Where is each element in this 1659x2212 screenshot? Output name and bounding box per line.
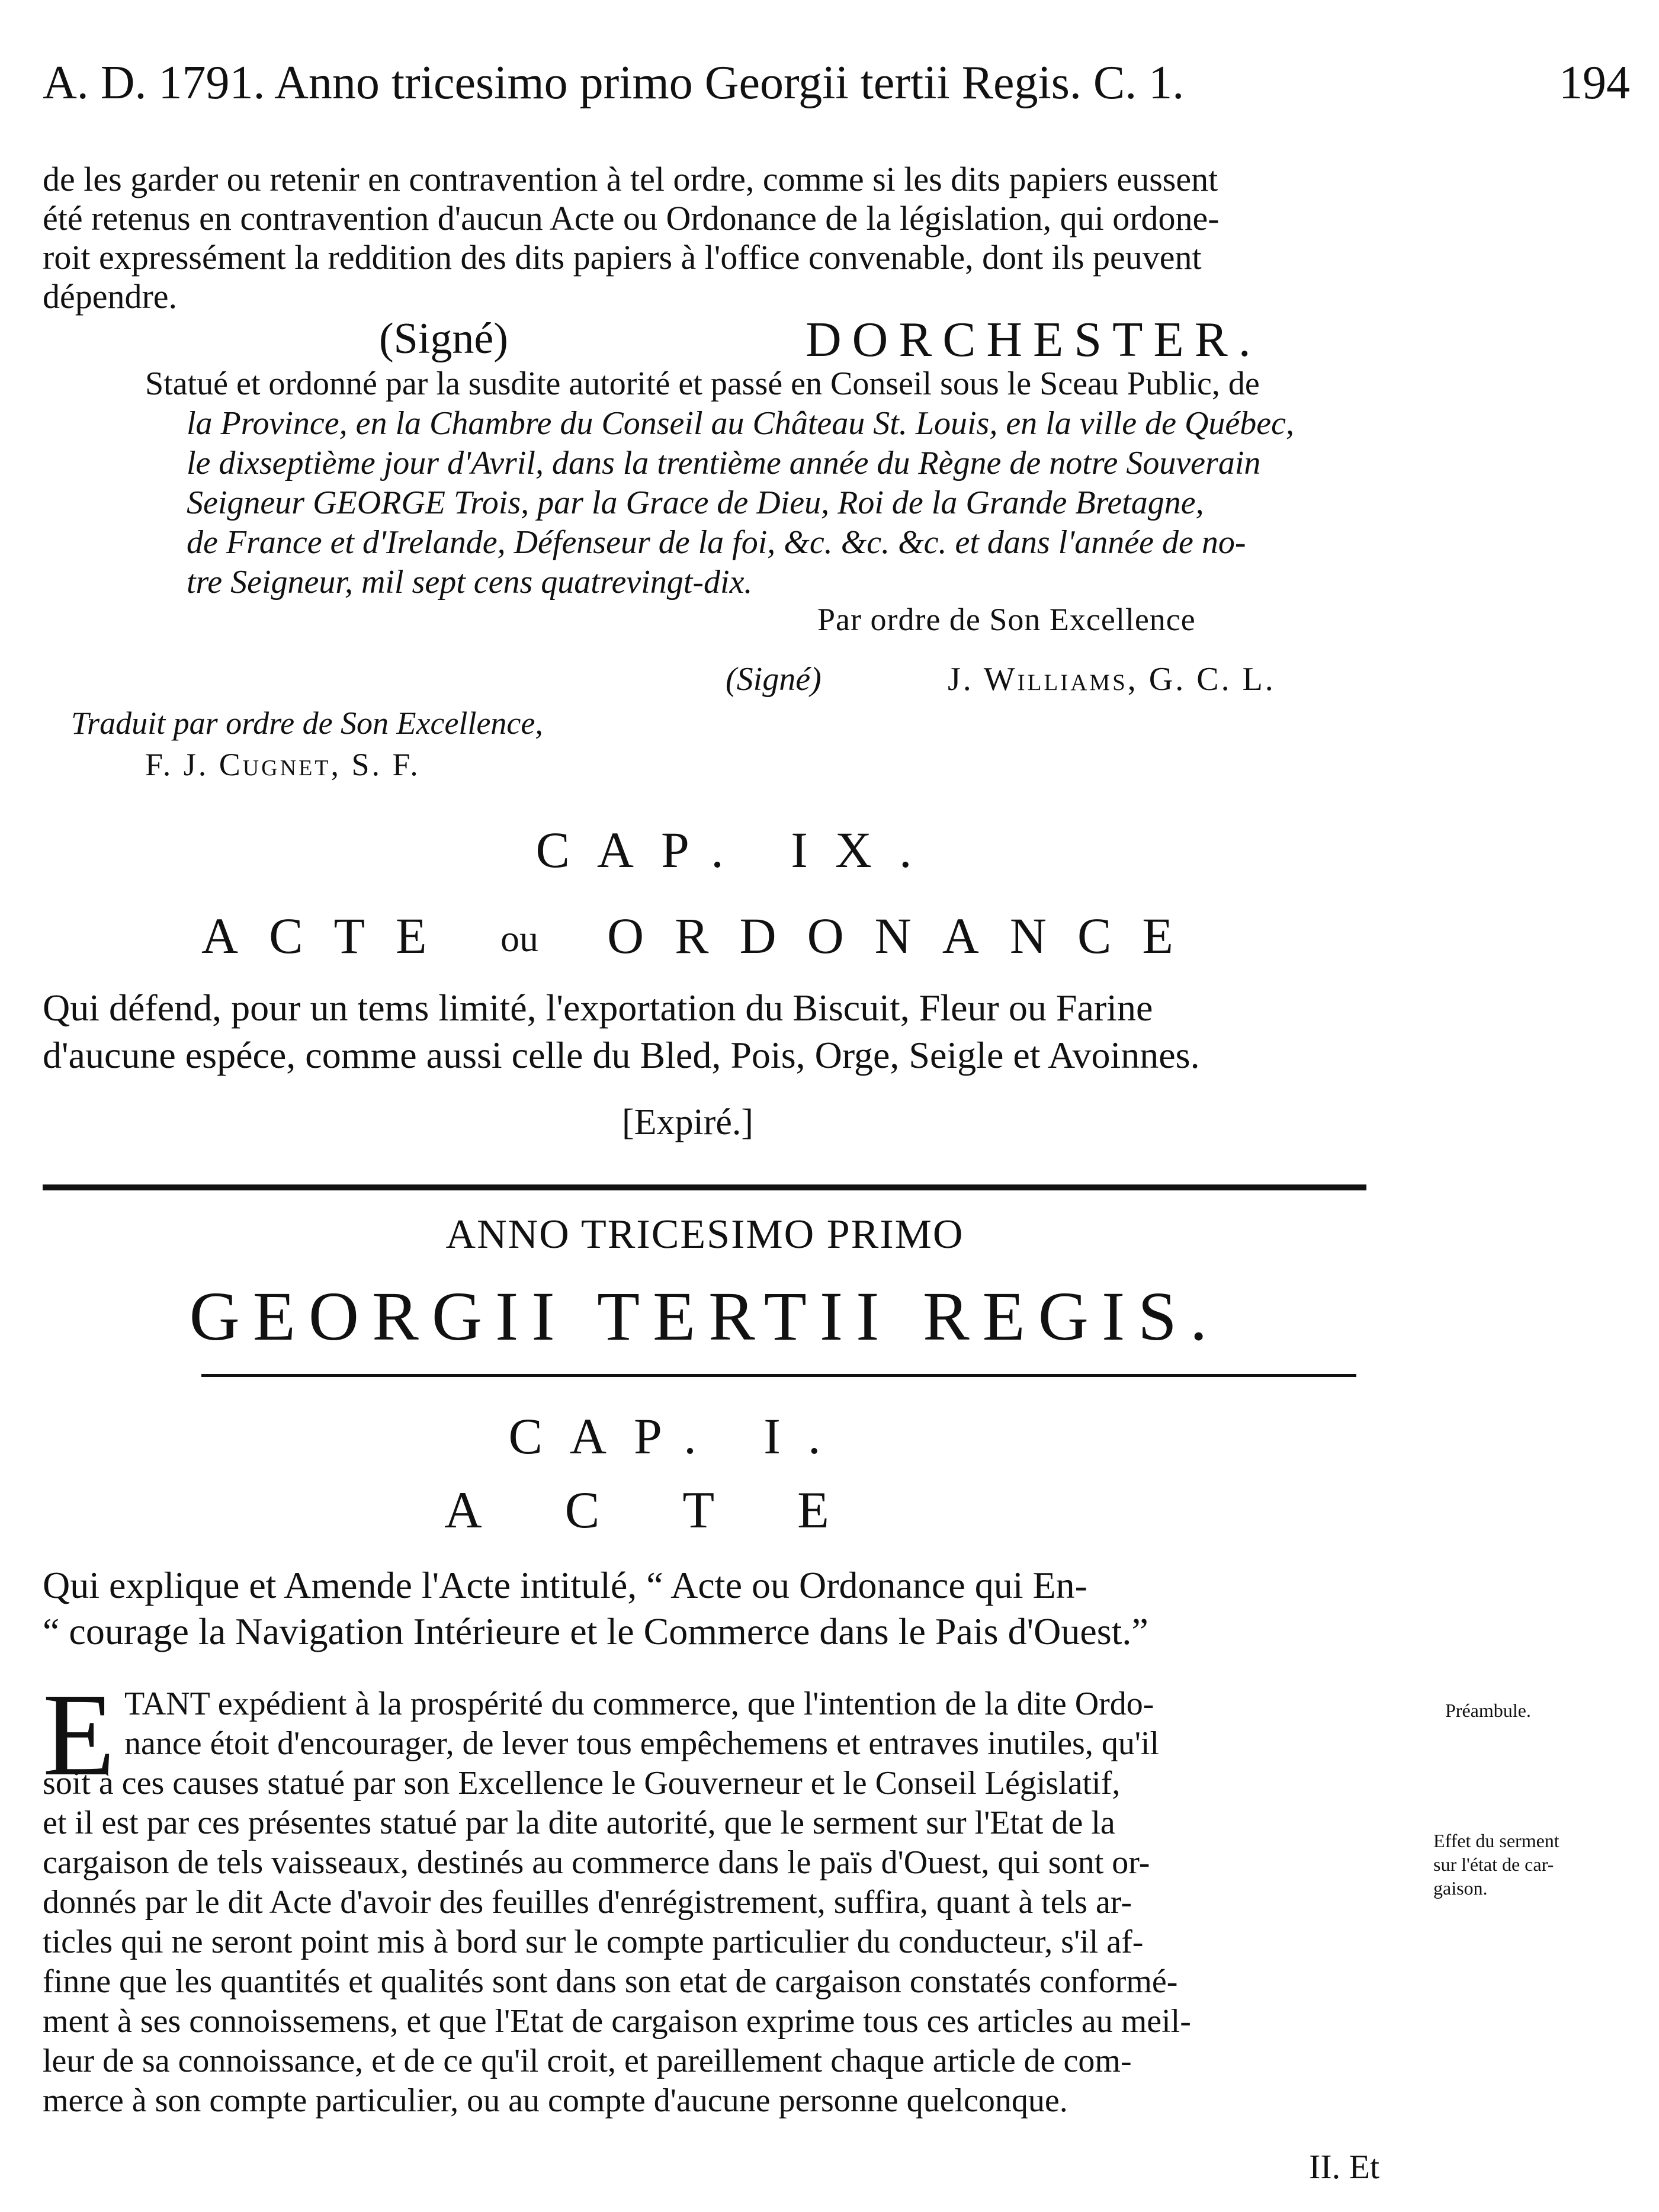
top-paragraph-line: dépendre. (43, 277, 178, 316)
cap1-description-line: Qui explique et Amende l'Acte intitulé, “ Acte ou Ordonance qui En- (43, 1564, 1087, 1606)
body-line: ment à ses connoissemens, et que l'Etat de cargaison exprime tous ces articles au meil- (43, 2003, 1191, 2040)
drop-cap: E (43, 1670, 115, 1800)
cap1-heading: CAP. I. (508, 1408, 848, 1465)
top-paragraph-line: roit expressément la reddition des dits papiers à l'office convenable, dont ils peuvent (43, 238, 1202, 277)
margin-note-effet-line: Effet du serment (1433, 1830, 1559, 1851)
traduit-line: Traduit par ordre de Son Excellence, (71, 705, 543, 741)
body-line: soit à ces causes statué par son Excellence le Gouverneur et le Conseil Législatif, (43, 1765, 1121, 1802)
signatory-dorchester: DORCHESTER. (806, 312, 1262, 367)
margin-note-preambule: Préambule. (1445, 1700, 1531, 1721)
body-line: cargaison de tels vaisseaux, destinés au commerce dans le païs d'Ouest, qui sont or- (43, 1844, 1150, 1881)
georgii-tertii-regis: GEORGII TERTII REGIS. (189, 1277, 1221, 1355)
cap1-acte: ACTE (444, 1482, 912, 1539)
statute-line: la Province, en la Chambre du Conseil au Château St. Louis, en la ville de Québec, (187, 405, 1294, 442)
signatory-williams: J. Williams, G. C. L. (948, 661, 1276, 698)
cap9-heading: CAP. IX. (535, 821, 939, 878)
statute-line: Seigneur GEORGE Trois, par la Grace de Dieu, Roi de la Grande Bretagne, (187, 484, 1204, 521)
anno-tricesimo-primo: ANNO TRICESIMO PRIMO (445, 1212, 964, 1257)
acte-word: ACTE (201, 907, 458, 964)
catchword: II. Et (1309, 2147, 1380, 2186)
body-line: finne que les quantités et qualités sont dans son etat de cargaison constatés conformé- (43, 1963, 1178, 2000)
body-line: ticles qui ne seront point mis à bord sur le compte particulier du conducteur, s'il af- (43, 1924, 1144, 1960)
statute-line: de France et d'Irelande, Défenseur de la foi, &c. &c. &c. et dans l'année de no- (187, 524, 1246, 561)
signe-label: (Signé) (379, 314, 508, 363)
ordonance-word: ORDONANCE (607, 907, 1204, 964)
cap9-description-line: d'aucune espéce, comme aussi celle du Bled, Pois, Orge, Seigle et Avoinnes. (43, 1034, 1200, 1076)
body-line: nance étoit d'encourager, de lever tous empêchemens et entraves inutiles, qu'il (124, 1725, 1160, 1762)
body-line: leur de sa connoissance, et de ce qu'il croit, et pareillement chaque article de com- (43, 2043, 1132, 2079)
body-line: merce à son compte particulier, ou au compte d'aucune personne quelconque. (43, 2082, 1068, 2119)
section-rule-thick (43, 1184, 1366, 1190)
page-number: 194 (1559, 57, 1630, 109)
par-ordre: Par ordre de Son Excellence (817, 602, 1196, 637)
signe-label: (Signé) (726, 661, 822, 698)
ou-word: ou (500, 917, 538, 959)
cap9-description-line: Qui défend, pour un tems limité, l'exportation du Biscuit, Fleur ou Farine (43, 987, 1153, 1029)
statute-line: tre Seigneur, mil sept cens quatrevingt-dix. (187, 564, 753, 601)
body-line: donnés par le dit Acte d'avoir des feuilles d'enrégistrement, suffira, quant à tels ar- (43, 1884, 1132, 1921)
body-line: et il est par ces présentes statué par la dite autorité, que le serment sur l'Etat de la (43, 1805, 1115, 1841)
cap9-acte-heading (201, 906, 1220, 971)
margin-note-effet-line: gaison. (1433, 1877, 1488, 1899)
traduit-translator: F. J. Cugnet, S. F. (145, 747, 421, 782)
cap1-description-line: “ courage la Navigation Intérieure et le Commerce dans le Pais d'Ouest.” (43, 1610, 1148, 1652)
margin-note-effet-line: sur l'état de car- (1433, 1854, 1554, 1875)
top-paragraph-line: de les garder ou retenir en contravention à tel ordre, comme si les dits papiers eussent (43, 160, 1218, 198)
running-head: A. D. 1791. Anno tricesimo primo Georgii tertii Regis. C. 1. (43, 57, 1185, 109)
statute-line: le dixseptième jour d'Avril, dans la trentième année du Règne de notre Souverain (187, 445, 1261, 481)
statute-line: Statué et ordonné par la susdite autorité et passé en Conseil sous le Sceau Public, de (145, 365, 1260, 402)
top-paragraph-line: été retenus en contravention d'aucun Acte ou Ordonance de la législation, qui ordone- (43, 199, 1220, 237)
expire-status: [Expiré.] (622, 1102, 754, 1142)
page-header (43, 56, 1630, 121)
section-rule-thin (201, 1374, 1356, 1377)
body-line: TANT expédient à la prospérité du commerce, que l'intention de la dite Ordo- (124, 1686, 1154, 1722)
